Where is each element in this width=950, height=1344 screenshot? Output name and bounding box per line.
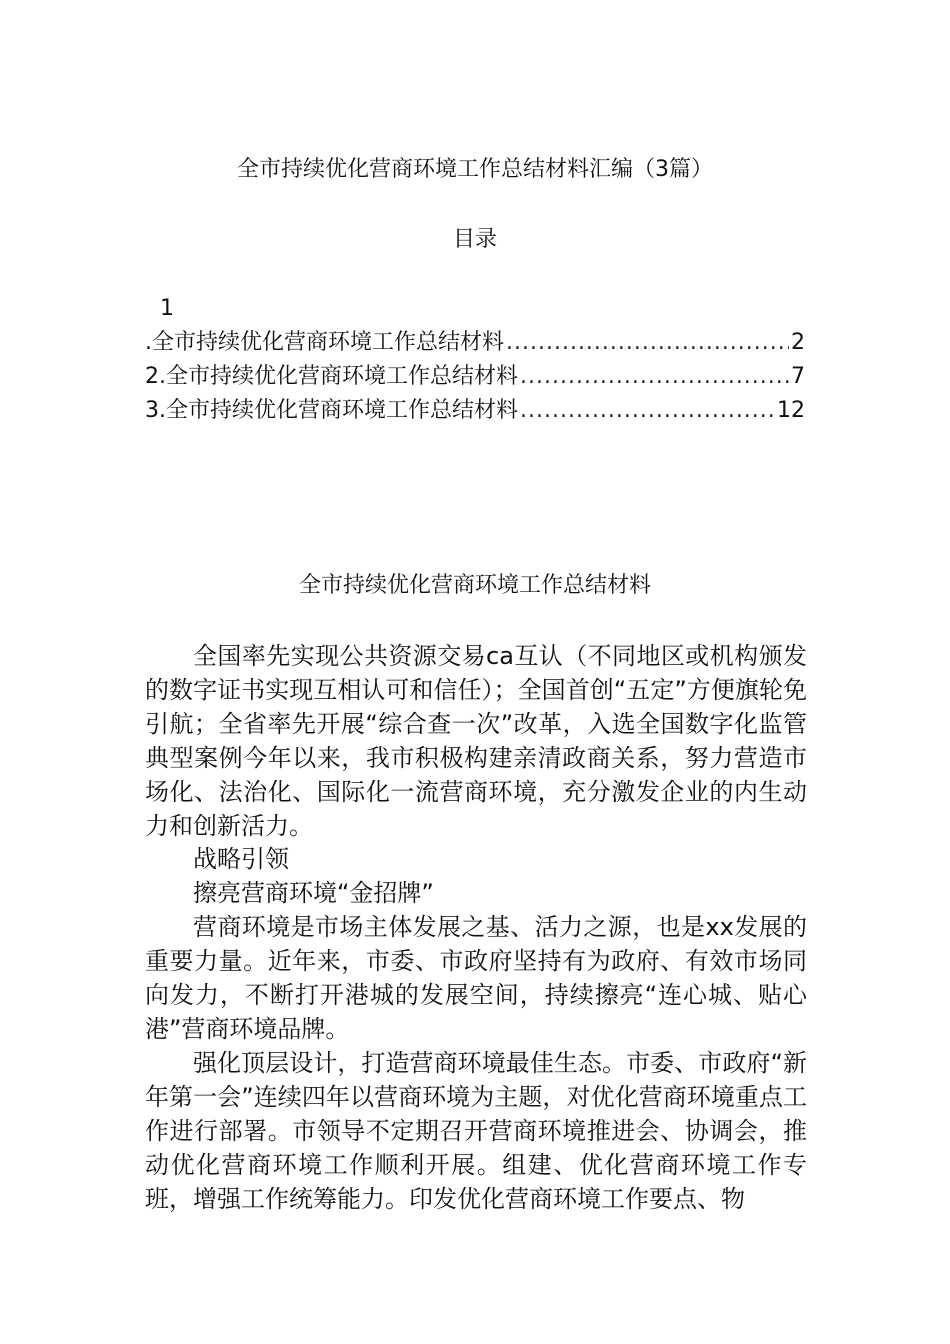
- paragraph: 擦亮营商环境“金招牌”: [193, 879, 434, 908]
- paragraph: 战略引领: [193, 845, 289, 874]
- toc-dot-leader: [520, 361, 789, 393]
- toc-entry-page: 7: [791, 364, 805, 389]
- toc-entry[interactable]: [145, 395, 805, 427]
- toc-entry[interactable]: [145, 361, 805, 393]
- toc-entry-label: 3.全市持续优化营商环境工作总结材料: [145, 398, 518, 423]
- toc-dot-leader: [520, 395, 775, 427]
- toc-entry-number: 1: [160, 296, 174, 321]
- toc-entry-label: .全市持续优化营商环境工作总结材料: [145, 330, 504, 355]
- toc-entry-label: 2.全市持续优化营商环境工作总结材料: [145, 364, 518, 389]
- section-title: 全市持续优化营商环境工作总结材料: [298, 573, 651, 598]
- paragraph: 强化顶层设计，打造营商环境最佳生态。市委、市政府“新年第一会”连续四年以营商环境为主题，对优化营商环境重点工作进行部署。市领导不定期召开营商环境推进会、协调会，推动优化营商环境工作顺利开展。组建、优化营商环境工作专班，增强工作统筹能力。印发优化营商环境工作要点、物: [145, 1048, 807, 1213]
- toc-dot-leader: [506, 327, 789, 359]
- document-title: 全市持续优化营商环境工作总结材料汇编（3篇）: [237, 157, 713, 182]
- paragraph: 全国率先实现公共资源交易ca互认（不同地区或机构颁发的数字证书实现互相认可和信任）；全国首创“五定”方便旗轮免引航；全省率先开展“综合查一次”改革，入选全国数字化监管典型案例今年以来，我市积极构建亲清政商关系，努力营造市场化、法治化、国际化一流营商环境，充分激发企业的内生动力和创新活力。: [145, 642, 807, 840]
- toc-entry-page: 2: [791, 330, 805, 355]
- toc-heading: 目录: [452, 227, 497, 252]
- toc-entry[interactable]: [145, 327, 805, 359]
- body-text: [145, 640, 807, 1216]
- paragraph: 营商环境是市场主体发展之基、活力之源，也是xx发展的重要力量。近年来，市委、市政府坚持有为政府、有效市场同向发力，不断打开港城的发展空间，持续擦亮“连心城、贴心港”营商环境品牌。: [145, 913, 807, 1043]
- toc-entry-page: 12: [777, 398, 805, 423]
